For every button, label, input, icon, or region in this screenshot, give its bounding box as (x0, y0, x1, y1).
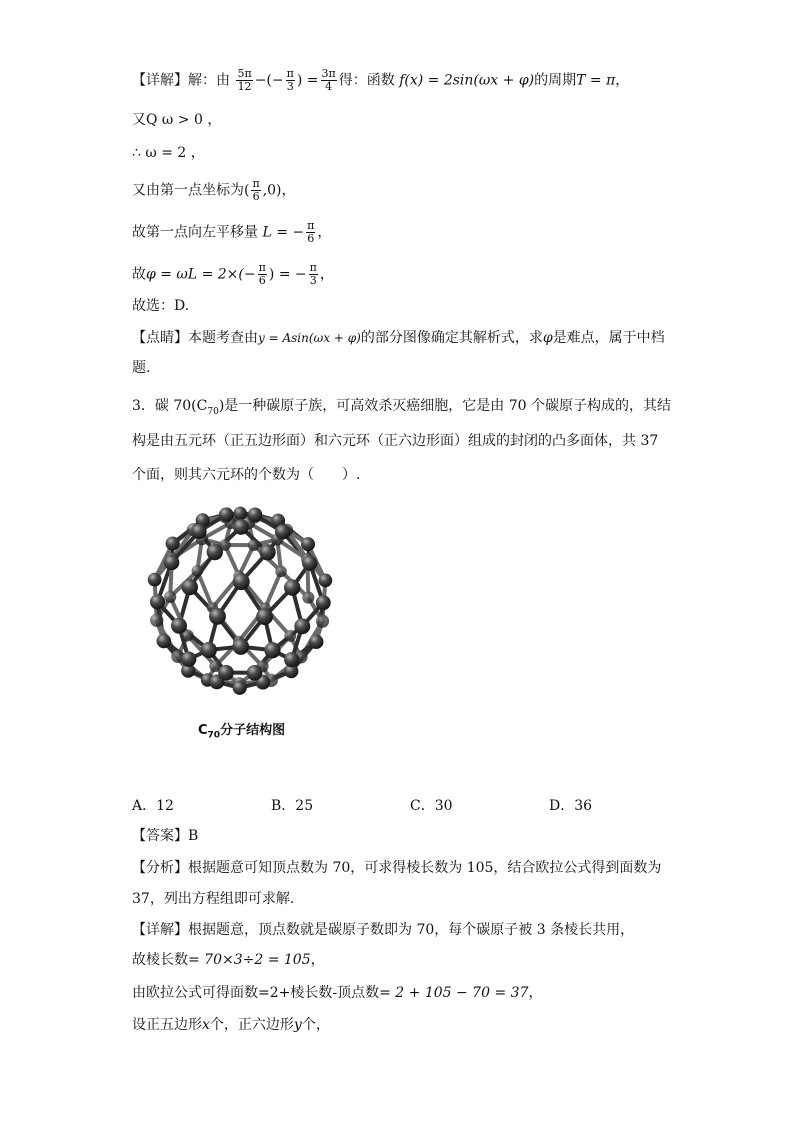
carbon-atom (301, 537, 315, 551)
math: = 2 + 105 − 70 = 37 (379, 985, 529, 1001)
text: 故第一点向左平移量 (132, 224, 258, 241)
carbon-atom (207, 544, 223, 560)
solution-line-6 (132, 262, 334, 287)
question-3-line-2: 构是由五元环（正五边形面）和六元环（正六边形面）组成的封闭的凸多面体，共 37 (132, 433, 659, 449)
fraction-den: 12 (237, 80, 252, 93)
comment-line-1 (132, 328, 665, 348)
fraction-num: 5π (237, 67, 252, 80)
solution-line-5 (132, 220, 331, 245)
caption-c: C (198, 723, 208, 738)
text: 根据题意，顶点数就是碳原子数即为 70，每个碳原子被 3 条棱长共用， (188, 922, 635, 938)
detail-line-2 (132, 950, 325, 970)
math: −(− (254, 72, 284, 89)
carbon-atom (232, 638, 249, 655)
figure-caption (198, 719, 285, 741)
detail-tag: 【详解】 (132, 922, 188, 938)
math: φ (542, 330, 553, 346)
carbon-atom (219, 507, 234, 522)
fraction-den: 6 (307, 232, 315, 245)
fraction (258, 262, 267, 287)
solution-line-1 (132, 68, 629, 93)
text: ， (319, 266, 334, 283)
carbon-atom (316, 595, 331, 610)
option-b: B．25 (271, 798, 314, 814)
text: ， (317, 224, 332, 241)
answer-line (132, 826, 198, 846)
math: ( (244, 182, 250, 199)
fraction-num: π (252, 177, 260, 190)
detail-line-3 (132, 983, 542, 1003)
carbon-atom (259, 544, 275, 560)
text: ， (615, 72, 630, 89)
fraction (306, 220, 315, 245)
carbon-atom (256, 608, 273, 625)
carbon-atom (150, 594, 165, 609)
text: ， (310, 952, 325, 968)
text: 解：由 (188, 72, 230, 89)
carbon-atom (294, 618, 310, 634)
math: ) = (296, 72, 319, 89)
text: 又由第一点坐标为 (132, 182, 244, 199)
math: y (293, 1017, 302, 1033)
subscript: 70 (207, 406, 219, 417)
fraction (321, 68, 337, 93)
text: 故棱长数 (132, 952, 188, 968)
text: 得：函数 (338, 72, 395, 89)
fraction-num: π (307, 219, 315, 232)
math: = 70×3÷2 = 105 (188, 952, 311, 968)
fraction-den: 4 (325, 80, 333, 93)
caption-text: 分子结构图 (220, 723, 286, 738)
math: x (202, 1017, 210, 1033)
comment-tag: 【点睛】 (132, 330, 188, 346)
solution-line-4 (132, 178, 296, 203)
text: 个， (301, 1017, 330, 1033)
fraction-num: 3π (321, 67, 336, 80)
math: (C (191, 398, 208, 414)
detail-tag: 【详解】 (132, 72, 188, 89)
carbon-atom (233, 519, 249, 535)
analysis-tag: 【分析】 (132, 860, 188, 876)
carbon-atom (192, 565, 204, 577)
carbon-atom (181, 651, 196, 666)
text: 是一种碳原子族，可高效杀灭癌细胞，它是由 70 个碳原子构成的，其结 (224, 398, 671, 414)
fraction-num: π (286, 67, 294, 80)
text: 的部分图像确定其解析式，求 (360, 330, 543, 346)
answer-value: B (188, 828, 199, 844)
text: 的周期 (534, 72, 577, 89)
carbon-atom (164, 555, 179, 570)
carbon-atom (302, 591, 314, 603)
text: ， (528, 985, 543, 1001)
comment-line-2: 题. (132, 360, 151, 376)
carbon-atom (157, 634, 172, 649)
carbon-atom (209, 608, 226, 625)
carbon-atom (319, 574, 333, 588)
text: 设正五边形 (132, 1017, 202, 1033)
math: L = − (262, 224, 305, 241)
fraction-den: 3 (309, 274, 317, 287)
option-c: C．30 (410, 798, 453, 814)
carbon-atom (284, 652, 299, 667)
carbon-atom (182, 579, 198, 595)
c70-molecule-figure (136, 500, 346, 705)
carbon-atom (248, 507, 263, 522)
carbon-atom (201, 642, 217, 658)
fraction (286, 68, 295, 93)
math: T = π (576, 72, 616, 89)
fraction-den: 6 (252, 190, 260, 203)
carbon-atom (218, 665, 234, 681)
text: 根据题意可知顶点数为 70，可求得棱长数为 105，结合欧拉公式得到面数为 (188, 860, 662, 876)
carbon-atom (284, 630, 296, 642)
fraction-den: 6 (258, 274, 266, 287)
caption-sub: 70 (207, 730, 221, 741)
text: 是难点，属于中档 (552, 330, 665, 346)
carbon-atom (233, 681, 247, 695)
carbon-atom (164, 591, 176, 603)
carbon-atom (233, 573, 250, 590)
question-3-line-3: 个面，则其六元环的个数为（ ）. (132, 467, 361, 483)
carbon-atom (166, 536, 180, 550)
option-a: A．12 (132, 798, 174, 814)
carbon-atom (191, 524, 206, 539)
fraction (309, 262, 318, 287)
carbon-atom (264, 642, 280, 658)
fraction-den: 3 (286, 80, 294, 93)
math: ) = − (268, 266, 307, 283)
carbon-atom (275, 566, 287, 578)
math: φ = ωL = 2×(− (146, 266, 256, 283)
text: 个，正六边形 (209, 1017, 294, 1033)
answer-tag: 【答案】 (132, 828, 188, 844)
carbon-atom (275, 524, 290, 539)
math: ) (218, 398, 225, 414)
math: y = Asin(ωx + φ) (258, 331, 361, 345)
option-d: D．36 (549, 798, 593, 814)
question-number: 3．碳 70 (132, 398, 192, 414)
carbon-atom (309, 634, 323, 648)
solution-line-7: 故选：D. (132, 298, 190, 314)
analysis-line-1 (132, 858, 661, 878)
carbon-atom (247, 665, 263, 681)
fraction-num: π (258, 261, 266, 274)
analysis-line-2: 37，列出方程组即可求解. (132, 891, 295, 907)
text: 由欧拉公式可得面数=2+棱长数-顶点数 (132, 985, 380, 1001)
text: ， (281, 182, 296, 199)
carbon-atom (248, 539, 260, 551)
carbon-atom (302, 555, 317, 570)
detail-line-1 (132, 920, 634, 940)
math: ,0) (262, 182, 282, 199)
carbon-atom (233, 507, 246, 520)
carbon-atom (150, 614, 163, 627)
text: 本题考查由 (188, 330, 258, 346)
carbon-atom (148, 573, 162, 587)
math: f(x) = 2sin(ωx + φ) (399, 72, 535, 89)
fraction-num: π (309, 261, 317, 274)
solution-line-3: ∴ ω = 2 ， (132, 145, 205, 161)
question-3-line-1 (132, 396, 671, 422)
atoms (148, 507, 333, 695)
carbon-atom (316, 615, 329, 628)
fraction (251, 178, 260, 203)
detail-line-4 (132, 1015, 330, 1035)
fraction (236, 68, 252, 93)
carbon-atom (171, 618, 187, 634)
carbon-atom (284, 579, 300, 595)
text: 故 (132, 266, 146, 283)
solution-line-2: 又Q ω > 0 ， (132, 112, 222, 128)
